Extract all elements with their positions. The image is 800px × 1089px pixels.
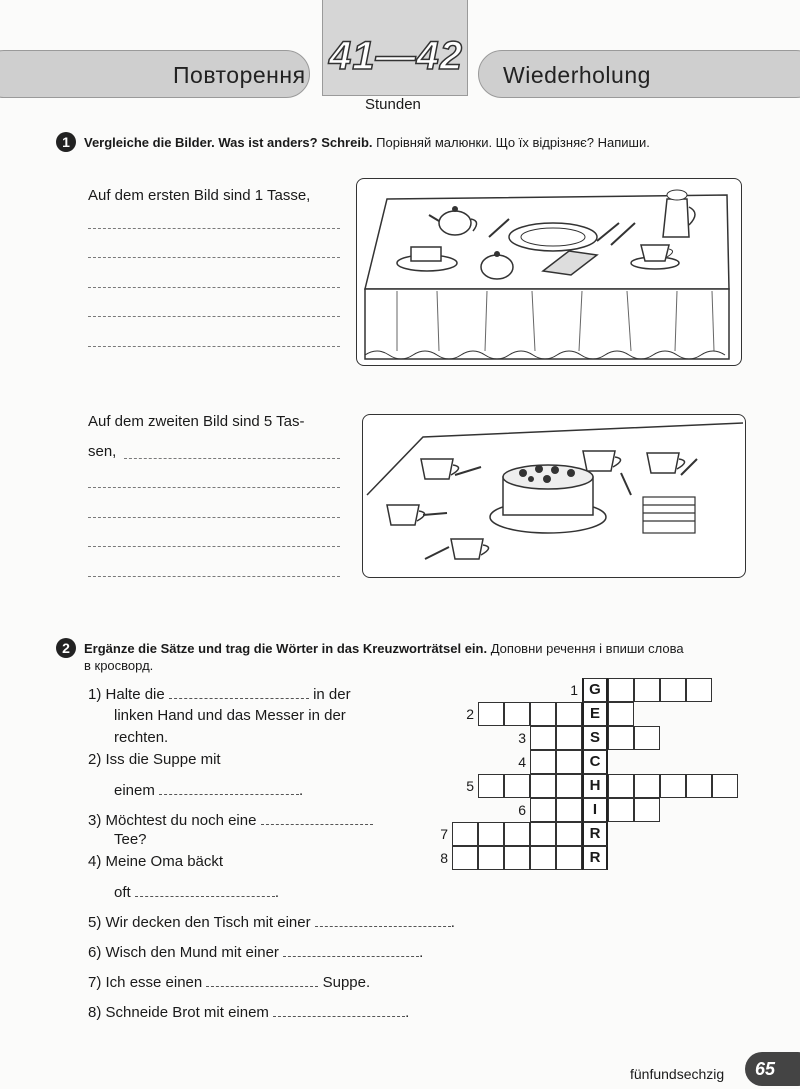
table-two-drawing: [363, 415, 746, 578]
answer-blank[interactable]: [283, 942, 419, 957]
sentence-5: [88, 912, 455, 932]
crossword-key-cell[interactable]: R: [582, 822, 608, 846]
sentence-1-end: rechten.: [114, 729, 169, 746]
crossword-row-number: 3: [518, 730, 526, 746]
crossword-row-number: 8: [440, 850, 448, 866]
crossword-key-cell[interactable]: I: [582, 798, 608, 822]
picture1-sentence-start: Auf dem ersten Bild sind 1 Tasse,: [88, 187, 311, 204]
task1-number: 1: [56, 132, 76, 152]
sentence-text: in der: [313, 686, 351, 703]
header-right-pill: [478, 50, 800, 98]
task1-instruction-uk: Порівняй малюнки. Що їх відрізняє? Напиши.: [376, 135, 650, 150]
crossword-row-number: 1: [570, 682, 578, 698]
answer-blank[interactable]: [315, 912, 451, 927]
task1-instruction-de: Vergleiche die Bilder. Was ist anders? Schreib.: [84, 135, 373, 150]
lesson-number: 41—42: [329, 34, 463, 78]
sentence-text: Wir decken den Tisch mit einer: [105, 914, 311, 931]
sentence-text: Meine Oma bäckt: [105, 853, 224, 870]
crossword-key-cell[interactable]: C: [582, 750, 608, 774]
sentence-text: Suppe.: [322, 974, 371, 991]
crossword-cell[interactable]: [530, 774, 556, 798]
sentence-text: Wisch den Mund mit einer: [105, 944, 279, 961]
lesson-subtitle: Stunden: [365, 96, 421, 113]
page-number: 65: [745, 1052, 800, 1086]
crossword-cell[interactable]: [504, 822, 530, 846]
crossword-cell[interactable]: [556, 726, 582, 750]
sentence-3: [88, 810, 373, 830]
crossword-cell[interactable]: [504, 774, 530, 798]
crossword-cell[interactable]: [712, 774, 738, 798]
sentence-text: Iss die Suppe mit: [105, 751, 221, 768]
crossword-cell[interactable]: [504, 846, 530, 870]
answer-blank[interactable]: [273, 1002, 405, 1017]
sentence-text: Ich esse einen: [105, 974, 203, 991]
sentence-text: .: [405, 1004, 410, 1021]
crossword-cell[interactable]: [608, 798, 634, 822]
crossword-cell[interactable]: [634, 774, 660, 798]
sentence-text: Schneide Brot mit einem: [105, 1004, 269, 1021]
crossword-key-cell[interactable]: E: [582, 702, 608, 726]
sentence-2: [88, 750, 221, 769]
crossword-row-number: 5: [466, 778, 474, 794]
picture2-sentence-start-line2: sen,: [88, 443, 117, 460]
task2-instruction-de: Ergänze die Sätze und trag die Wörter in das Kreuzworträtsel ein.: [84, 641, 488, 656]
crossword-cell[interactable]: [634, 678, 660, 702]
table-one-drawing: [357, 179, 742, 366]
sentence-1-cont: linken Hand und das Messer in der: [114, 707, 346, 724]
crossword-cell[interactable]: [478, 774, 504, 798]
answer-line[interactable]: [88, 517, 340, 518]
header-left-pill: [0, 50, 310, 98]
crossword-cell[interactable]: [608, 702, 634, 726]
crossword-key-cell[interactable]: H: [582, 774, 608, 798]
picture-table-two: [362, 414, 746, 578]
crossword-cell[interactable]: [452, 822, 478, 846]
sentence-4: [88, 852, 223, 871]
crossword-cell[interactable]: [634, 798, 660, 822]
answer-line[interactable]: [88, 576, 340, 577]
crossword-cell[interactable]: [660, 774, 686, 798]
lesson-number-box: [322, 0, 468, 96]
sentence-text: .: [274, 884, 280, 901]
crossword-cell[interactable]: [556, 798, 582, 822]
sentence-text: oft: [114, 884, 131, 901]
answer-line[interactable]: [88, 287, 340, 288]
answer-line[interactable]: [88, 546, 340, 547]
task2-instruction: [84, 640, 754, 657]
sentence-text: Halte die: [105, 686, 165, 703]
crossword-cell[interactable]: [556, 774, 582, 798]
sentence-number: 7): [88, 974, 102, 991]
crossword-cell[interactable]: [686, 678, 712, 702]
crossword-row-number: 6: [518, 802, 526, 818]
crossword-cell[interactable]: [452, 846, 478, 870]
crossword-cell[interactable]: [530, 702, 556, 726]
picture-table-one: [356, 178, 742, 366]
sentence-number: 5): [88, 914, 102, 931]
sentence-7: [88, 972, 370, 992]
crossword-cell[interactable]: [556, 750, 582, 774]
answer-blank[interactable]: [135, 882, 275, 897]
answer-blank[interactable]: [206, 972, 318, 987]
crossword-row-number: 4: [518, 754, 526, 770]
crossword-cell[interactable]: [608, 774, 634, 798]
crossword-cell[interactable]: [634, 726, 660, 750]
header-right-title: Wiederholung: [503, 62, 651, 88]
sentence-text: .: [419, 944, 424, 961]
sentence-text: .: [450, 914, 455, 931]
sentence-number: 2): [88, 751, 102, 768]
answer-line[interactable]: [88, 257, 340, 258]
sentence-8: [88, 1002, 409, 1022]
crossword-cell[interactable]: [556, 846, 582, 870]
crossword-row-number: 7: [440, 826, 448, 842]
task1-instruction: [84, 134, 784, 151]
answer-line[interactable]: [88, 228, 340, 229]
crossword-cell[interactable]: [478, 846, 504, 870]
crossword-cell[interactable]: [608, 678, 634, 702]
crossword-cell[interactable]: [530, 846, 556, 870]
crossword-key-cell[interactable]: S: [582, 726, 608, 750]
sentence-text: einem: [114, 782, 155, 799]
crossword-cell[interactable]: [686, 774, 712, 798]
task2-number: 2: [56, 638, 76, 658]
task2-instruction-uk-line2: в кросворд.: [84, 658, 154, 673]
crossword-cell[interactable]: [530, 726, 556, 750]
page-word: fünfundsechzig: [630, 1066, 725, 1082]
sentence-3-cont: Tee?: [114, 831, 147, 848]
crossword-cell[interactable]: [660, 678, 686, 702]
answer-blank[interactable]: [261, 810, 373, 825]
answer-line[interactable]: [88, 487, 340, 488]
answer-blank[interactable]: [169, 684, 309, 699]
crossword-cell[interactable]: [556, 822, 582, 846]
crossword-cell[interactable]: [504, 702, 530, 726]
sentence-text: Möchtest du noch eine: [105, 812, 257, 829]
task2-instruction-uk: Доповни речення і впиши слова: [490, 641, 684, 656]
sentence-4-cont: [114, 882, 279, 902]
crossword-cell[interactable]: [530, 822, 556, 846]
sentence-2-cont: [114, 780, 303, 800]
crossword-cell[interactable]: [608, 726, 634, 750]
sentence-number: 4): [88, 853, 102, 870]
crossword-cell[interactable]: [530, 750, 556, 774]
answer-blank[interactable]: [159, 780, 299, 795]
crossword-key-cell[interactable]: G: [582, 678, 608, 702]
sentence-number: 1): [88, 686, 102, 703]
header-left-title: Повторення: [173, 62, 306, 88]
picture2-sentence-start-line1: Auf dem zweiten Bild sind 5 Tas-: [88, 413, 305, 430]
crossword-cell[interactable]: [478, 702, 504, 726]
sentence-number: 8): [88, 1004, 102, 1021]
sentence-6: [88, 942, 423, 962]
crossword-cell[interactable]: [478, 822, 504, 846]
crossword-cell[interactable]: [556, 702, 582, 726]
sentence-number: 6): [88, 944, 102, 961]
crossword-row-number: 2: [466, 706, 474, 722]
sentence-number: 3): [88, 812, 102, 829]
crossword-cell[interactable]: [530, 798, 556, 822]
sentence-1: [88, 684, 428, 704]
answer-line[interactable]: [88, 316, 340, 317]
sentence-text: .: [299, 782, 304, 799]
crossword-key-cell[interactable]: R: [582, 846, 608, 870]
answer-line[interactable]: [88, 346, 340, 347]
answer-line[interactable]: [124, 458, 340, 459]
